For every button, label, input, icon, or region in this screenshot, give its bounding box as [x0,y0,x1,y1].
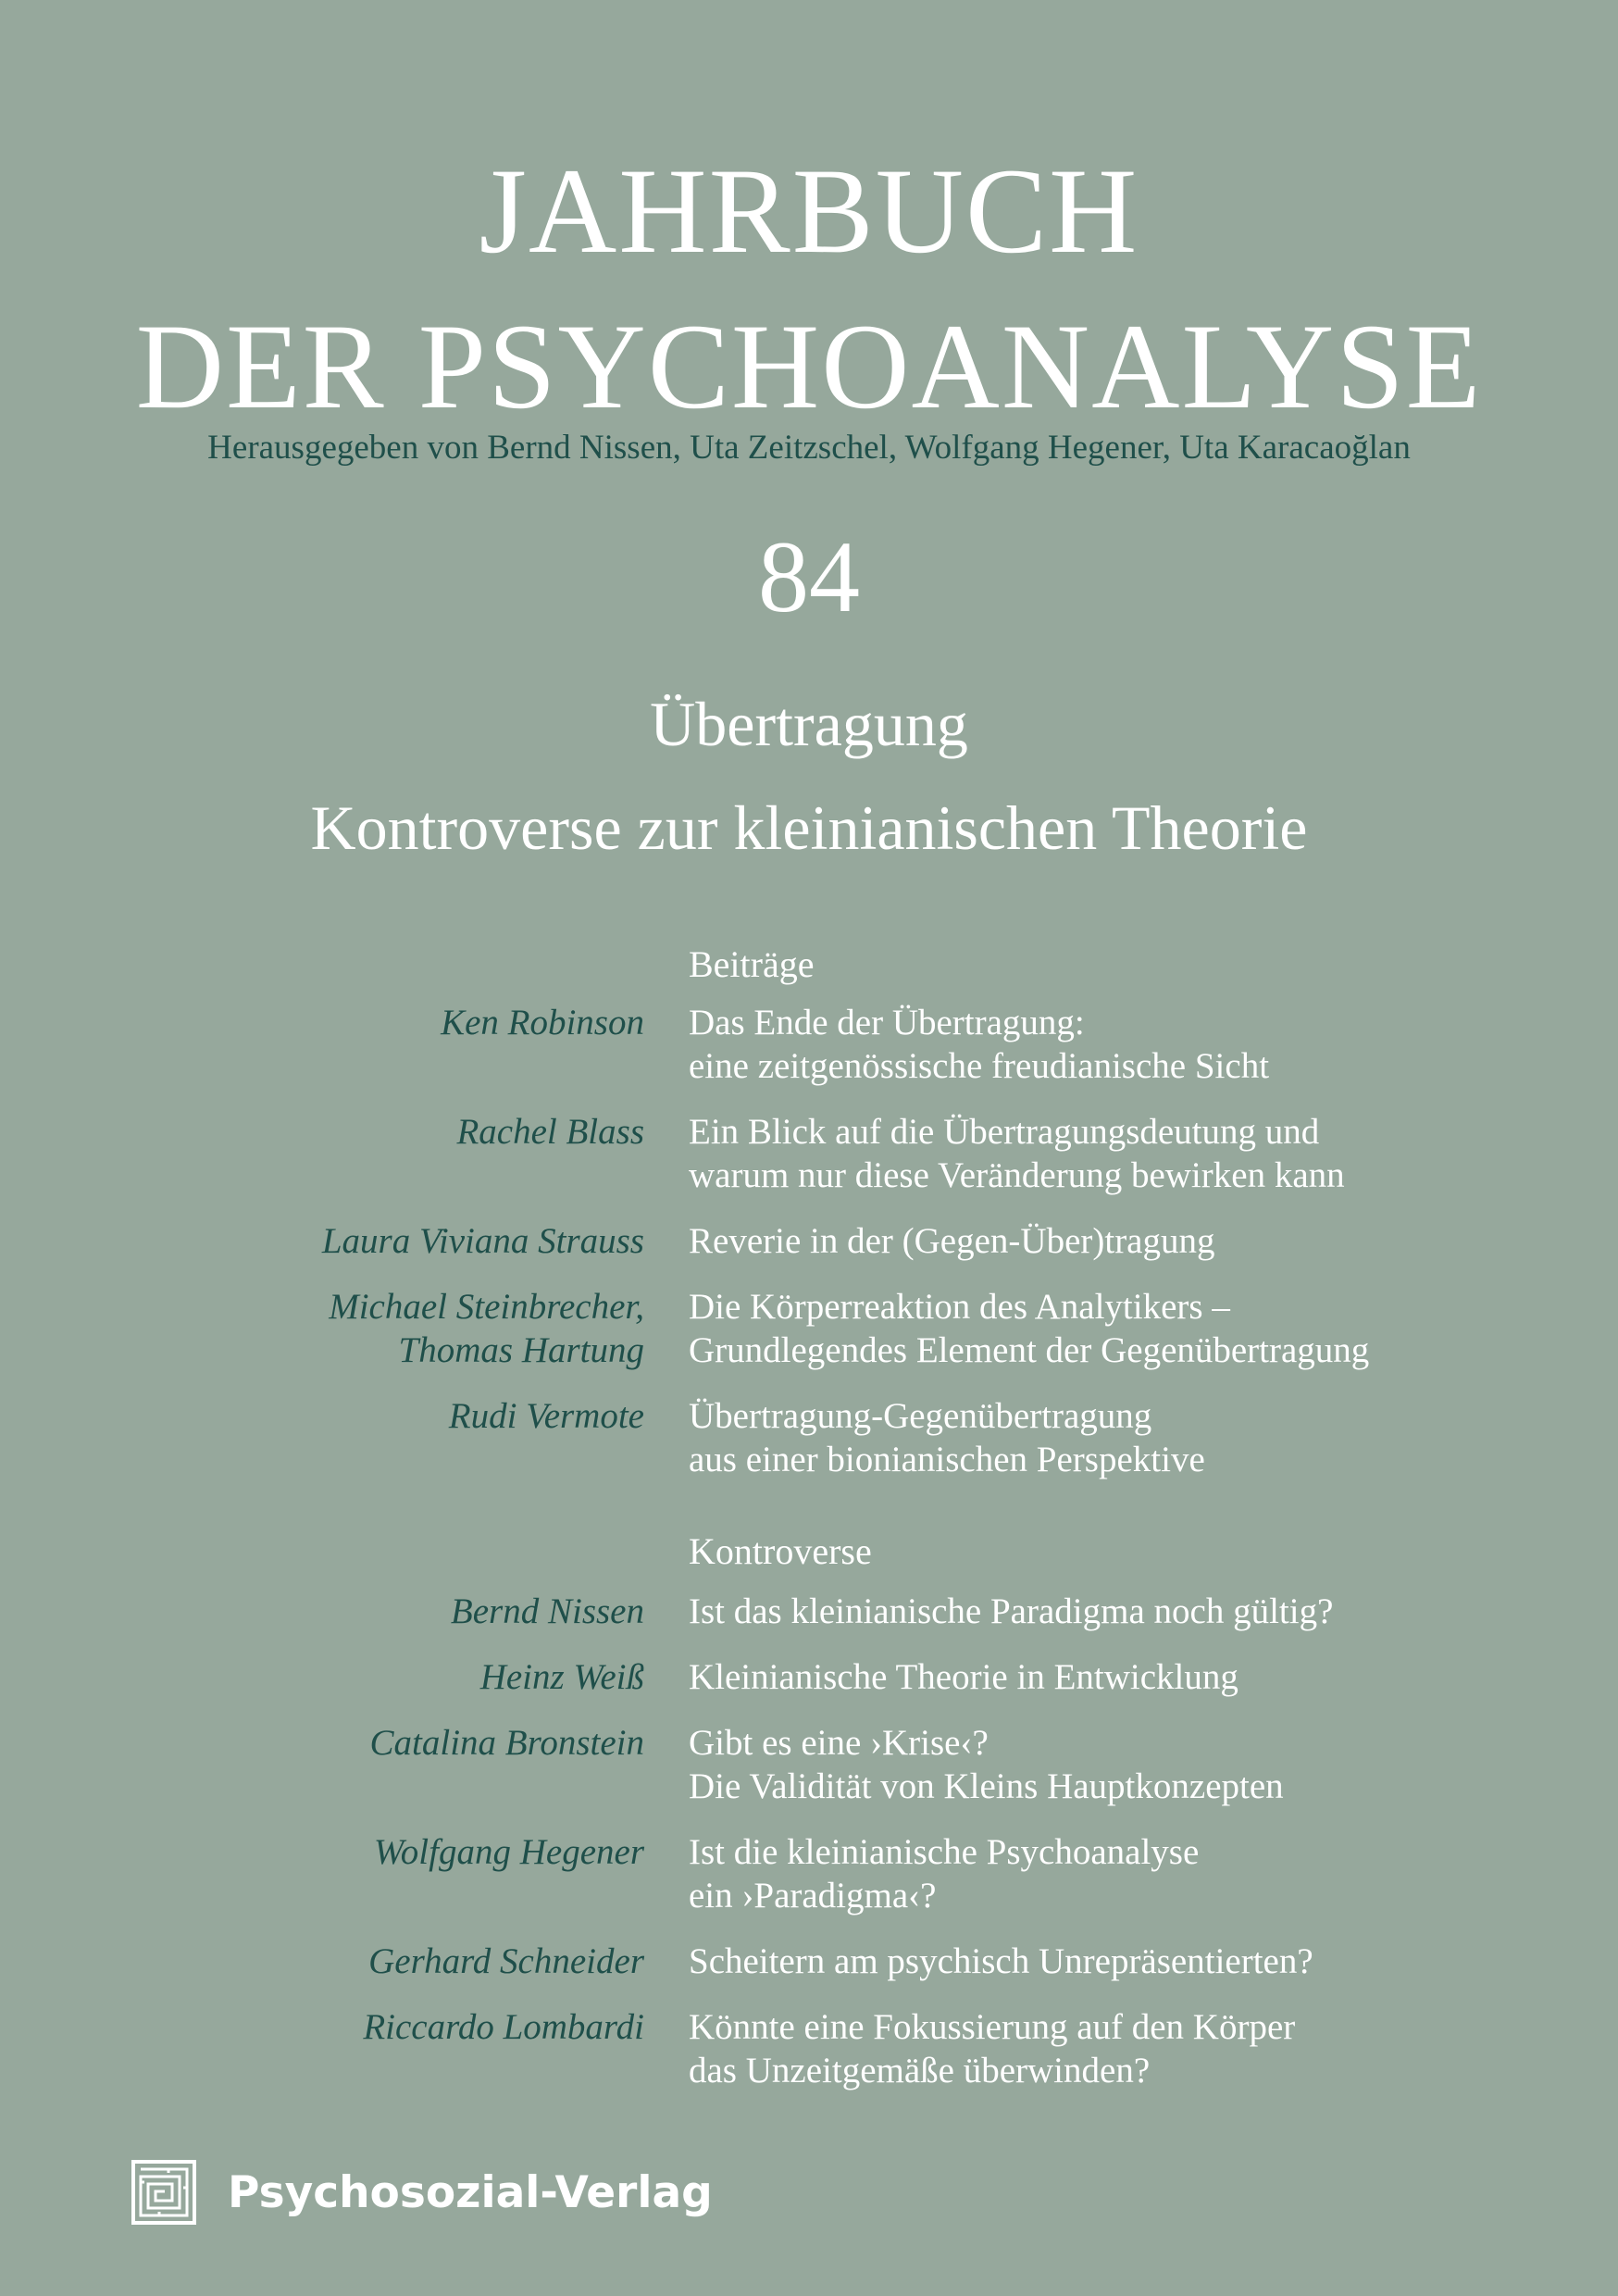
entry-title [689,1285,1369,1372]
title-line: Scheitern am psychisch Unrepräsentierten? [689,1941,1313,1981]
title-line: Übertragung-Gegenübertragung [689,1396,1152,1436]
entry-title [689,1110,1345,1197]
author-name: Thomas Hartung [398,1330,644,1370]
entry-author [480,1655,644,1699]
title-line: Reverie in der (Gegen-Über)tragung [689,1221,1215,1261]
title-line: Ein Blick auf die Übertragungsdeutung und [689,1112,1320,1152]
volume-number: 84 [758,520,860,633]
author-name: Laura Viviana Strauss [321,1221,644,1261]
entry-author [322,1219,644,1263]
theme-subtitle: Kontroverse zur kleinianischen Theorie [310,792,1308,863]
entry-title [689,1721,1284,1808]
title-line: Kleinianische Theorie in Entwicklung [689,1657,1238,1697]
title-line-2: DER PSYCHOANALYSE [135,298,1483,434]
entry-author [370,1721,644,1765]
author-name: Catalina Bronstein [369,1723,644,1763]
title-line: Könnte eine Fokussierung auf den Körper [689,2007,1296,2047]
title-line: Grundlegendes Element der Gegenübertragung [689,1330,1370,1370]
entry-title [689,1394,1205,1481]
publisher-block [131,2157,713,2227]
entry-author [363,2005,644,2049]
title-line: Ist das kleinianische Paradigma noch gültig? [689,1591,1334,1631]
title-line: Ist die kleinianische Psychoanalyse [689,1832,1200,1872]
entry-author [368,1940,644,1983]
entry-author [449,1394,644,1438]
title-line: warum nur diese Veränderung bewirken kann [689,1155,1345,1195]
section-heading-beitraege: Beiträge [689,943,815,985]
title-line: Die Körperreaktion des Analytikers – [689,1287,1230,1327]
entry-title [689,2005,1295,2092]
author-name: Rachel Blass [456,1112,644,1152]
maze-square-logo-icon [131,2160,196,2225]
title-line: ein ›Paradigma‹? [689,1876,937,1915]
author-name: Heinz Weiß [479,1657,644,1697]
title-line-1: JAHRBUCH [479,143,1139,279]
title-line: Das Ende der Übertragung: [689,1003,1085,1042]
entry-title [689,1940,1313,1983]
title-line: das Unzeitgemäße überwinden? [689,2051,1151,2090]
entry-title [689,1219,1215,1263]
title-line: eine zeitgenössische freudianische Sicht [689,1046,1270,1086]
publisher-name: Psychosozial-Verlag [228,2166,713,2218]
entry-author [374,1830,644,1874]
entry-title [689,1001,1269,1088]
editors-line: Herausgegeben von Bernd Nissen, Uta Zeitzschel, Wolfgang Hegener, Uta Karacaoğlan [207,429,1411,467]
entry-author [451,1590,644,1633]
theme-title: Übertragung [650,689,968,759]
entry-author [456,1110,644,1154]
entry-author [329,1285,644,1372]
author-name: Rudi Vermote [448,1396,644,1436]
title-line: Gibt es eine ›Krise‹? [689,1723,989,1763]
entry-author [441,1001,644,1044]
entry-title [689,1655,1238,1699]
author-name: Michael Steinbrecher, [329,1287,644,1327]
author-name: Wolfgang Hegener [373,1832,644,1872]
author-name: Bernd Nissen [450,1591,644,1631]
entry-title [689,1830,1199,1917]
title-line: Die Validität von Kleins Hauptkonzepten [689,1766,1284,1806]
title-line: aus einer bionianischen Perspektive [689,1440,1205,1479]
entry-title [689,1590,1333,1633]
author-name: Gerhard Schneider [368,1941,644,1981]
section-heading-kontroverse: Kontroverse [689,1530,872,1572]
author-name: Ken Robinson [441,1003,644,1042]
author-name: Riccardo Lombardi [363,2007,644,2047]
